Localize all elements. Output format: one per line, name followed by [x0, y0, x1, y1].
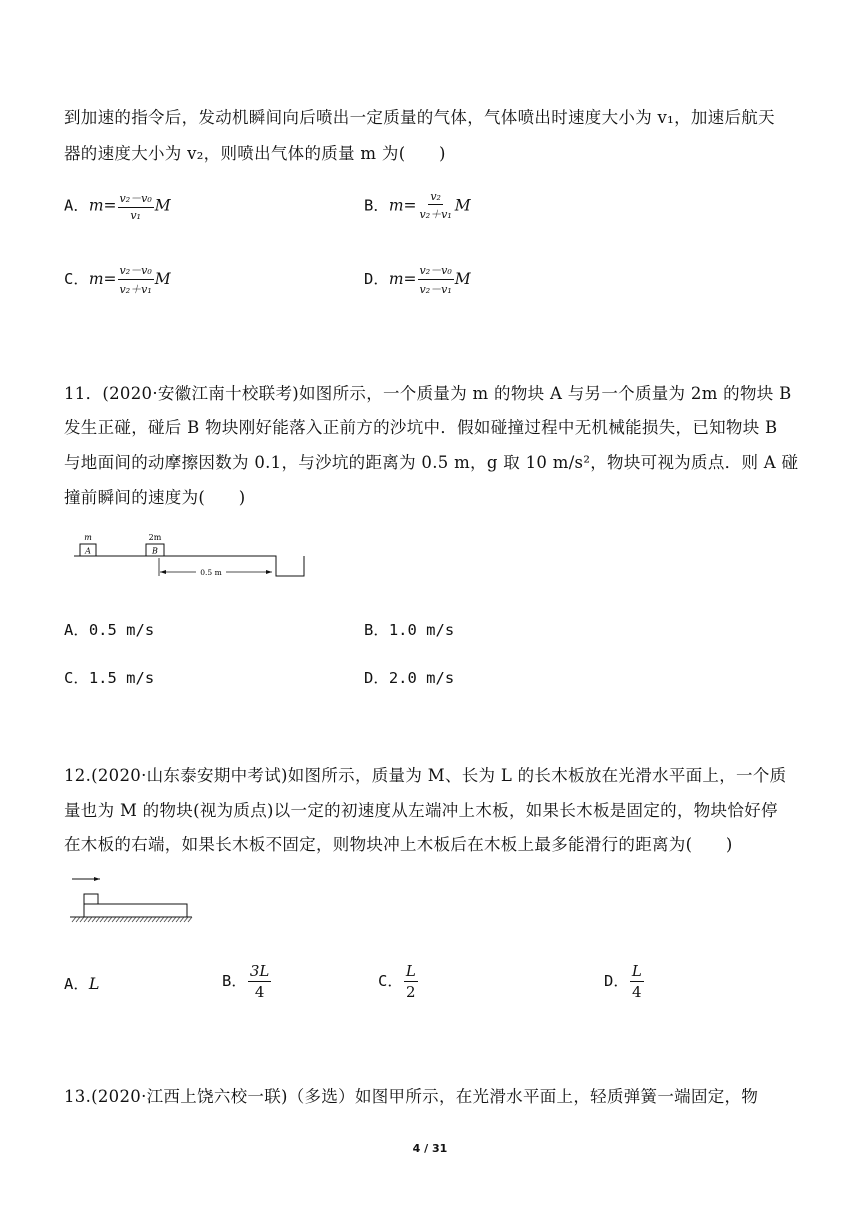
q11-option-a: A．0.5 m/s [64, 621, 155, 639]
q12-text-line1: 12.(2020·山东泰安期中考试)如图所示，质量为 M、长为 L 的长木板放在光滑水平面上，一个质 [64, 766, 787, 785]
q11-option-c: C．1.5 m/s [64, 669, 155, 687]
block-b-label: B [152, 546, 158, 556]
q10-text-line2: 器的速度大小为 v₂，则喷出气体的质量 m 为( ) [64, 144, 446, 163]
q10-option-a: A．m= $\frac{\text{v₂－v₀}}{\text{v₁}}$ M [64, 192, 171, 222]
q13-text-line1: 13.(2020·江西上饶六校一联)（多选）如图甲所示，在光滑水平面上，轻质弹簧一端固定，物 [64, 1087, 759, 1106]
q12-option-d: D． $\frac{L}{4}$ [604, 962, 642, 1001]
q10-option-b: B．m= $\frac{\text{v₂}}{\text{v₂＋v₁}}$ M [364, 190, 471, 221]
q10-option-c: C．m= $\frac{\text{v₂－v₀}}{\text{v₂＋v₁}}$ M [64, 264, 171, 296]
long-board [84, 904, 187, 917]
small-block [84, 894, 98, 904]
q12-option-b: B． $\frac{3L}{4}$ [222, 962, 270, 1001]
block-b-mass: 2m [148, 533, 162, 542]
q12-option-a: A．L [64, 974, 100, 993]
q11-text-line3: 与地面间的动摩擦因数为 0.1，与沙坑的距离为 0.5 m，g 取 10 m/s²，物块可视为质点．则 A 碰 [64, 453, 799, 472]
q11-text-line2: 发生正碰，碰后 B 物块刚好能落入正前方的沙坑中．假如碰撞过程中无机械能损失，已知物块 B [64, 418, 778, 437]
q11-option-b: B．1.0 m/s [364, 621, 455, 639]
block-a-label: A [85, 546, 91, 556]
q12-option-c: C． $\frac{L}{2}$ [378, 962, 416, 1001]
q10-text-line1: 到加速的指令后，发动机瞬间向后喷出一定质量的气体，气体喷出时速度大小为 v₁，加速后航天 [64, 108, 775, 127]
q11-text-line1: 11．(2020·安徽江南十校联考)如图所示，一个质量为 m 的物块 A 与另一个质量为 2m 的物块 B [64, 384, 792, 403]
q12-text-line2: 量也为 M 的物块(视为质点)以一定的初速度从左端冲上木板，如果长木板是固定的，物块恰好停 [64, 801, 778, 820]
q10-option-d: D．m= $\frac{\text{v₂－v₀}}{\text{v₂－v₁}}$ M [364, 264, 471, 296]
block-a-mass: m [84, 533, 92, 542]
page-number: 4 / 31 [412, 1142, 448, 1155]
q11-collision-figure [70, 530, 310, 582]
q11-option-d: D．2.0 m/s [364, 669, 455, 687]
distance-label: 0.5 m [200, 568, 222, 577]
q12-text-line3: 在木板的右端，如果长木板不固定，则物块冲上木板后在木板上最多能滑行的距离为( ) [64, 835, 733, 854]
q12-board-figure [66, 870, 196, 930]
q11-text-line4: 撞前瞬间的速度为( ) [64, 488, 246, 507]
